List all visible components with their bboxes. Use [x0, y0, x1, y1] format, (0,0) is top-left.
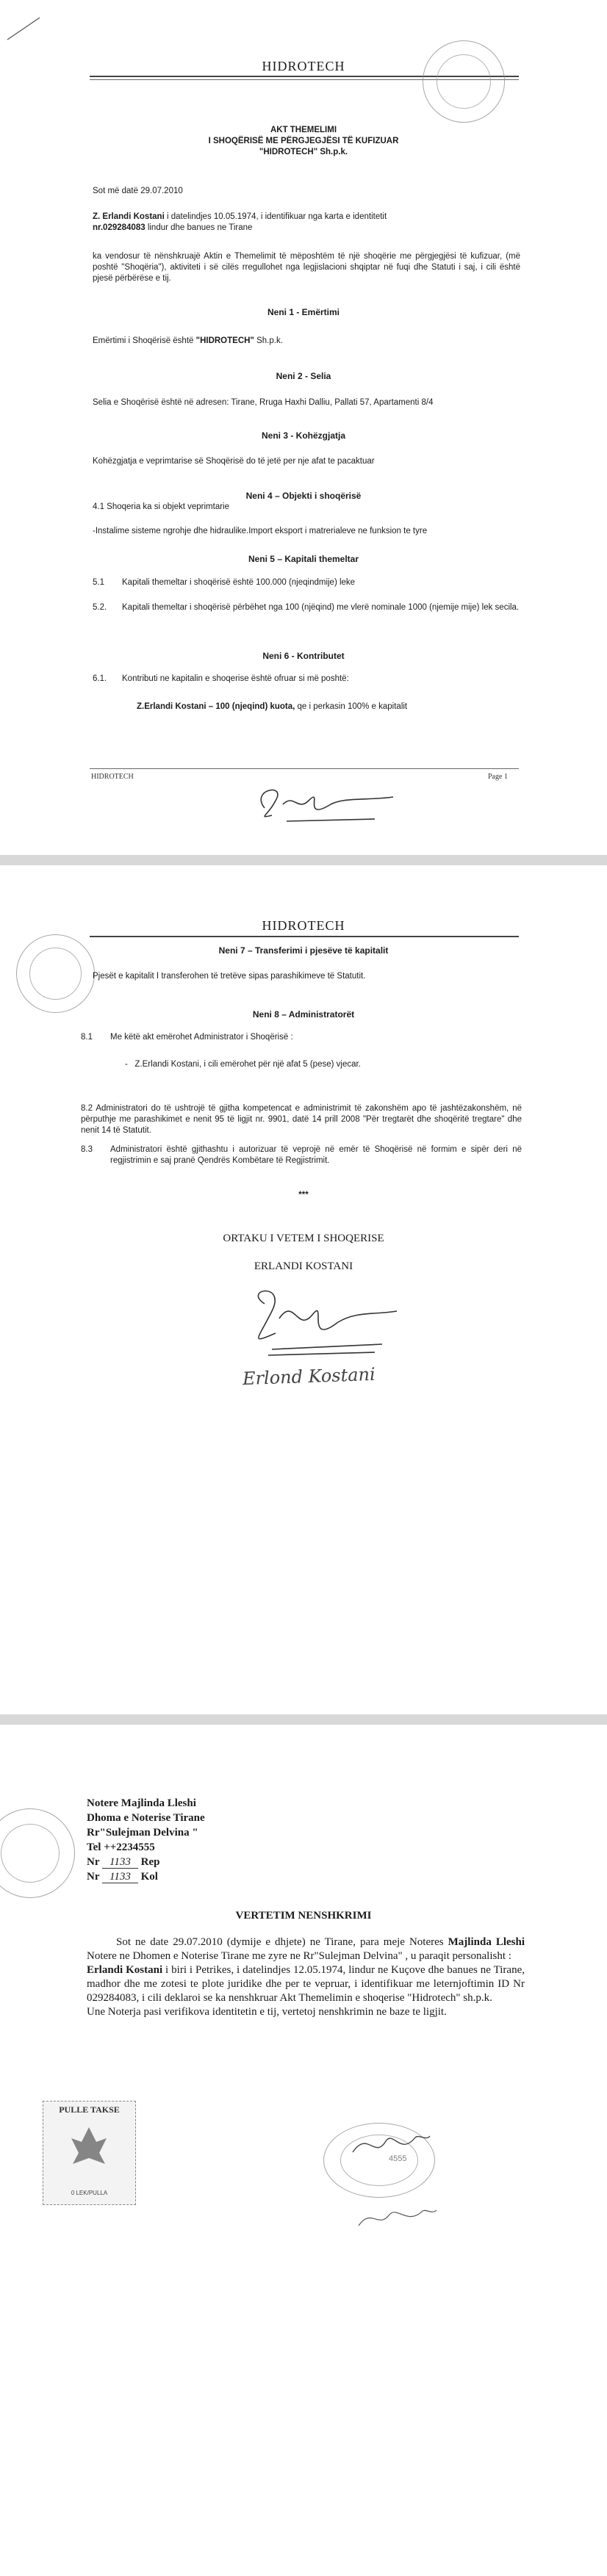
para-a: Sot ne date 29.07.2010 (dymije e dhjete) ne Tirane, para meje Noteres	[116, 1936, 448, 1948]
page1-footer-rule	[90, 768, 519, 769]
nr-rep-line	[87, 1855, 205, 1869]
handwritten-name: Erlond Kostani	[242, 1363, 376, 1390]
tax-stamp-bottom: 0 LEK/PULLA	[71, 2190, 108, 2196]
page-separator-2	[0, 1714, 607, 1725]
certification-paragraph	[87, 1935, 525, 2019]
neni6-contrib-b: qe i perkasin 100% e kapitalit	[295, 702, 408, 711]
intro-paragraph	[93, 212, 520, 234]
neni6-contrib	[137, 701, 534, 712]
bullet-dash: -	[125, 1060, 135, 1069]
notary-line1: Notere Majlinda Lleshi	[87, 1797, 196, 1809]
neni5-2	[93, 602, 520, 613]
neni2-text: Selia e Shoqërisë është në adresen: Tirane, Rruga Haxhi Dalliu, Pallati 57, Apartamenti 8/4	[93, 398, 434, 407]
neni6-contrib-a: Z.Erlandi Kostani – 100 (njeqind) kuota,	[137, 702, 295, 711]
intro-rest: i datelindjes 10.05.1974, i identifikuar nga karta e identitetit	[164, 212, 387, 221]
neni6-1-num: 6.1.	[93, 674, 107, 683]
intro-paragraph-2: ka vendosur të nënshkruajë Aktin e Themelimit të mëposhtëm të një shoqërie me përgjegjësi të kufizuar, (më poshtë "Shoqëria"), aktiviteti i së cilës rregullohet nga legjislacioni shqiptar në fuqi dhe Statuti i saj, i cili është pjesë përbërëse e tij.	[93, 252, 520, 283]
nr-rep-prefix: Nr	[87, 1856, 100, 1868]
neni5-1	[93, 577, 520, 588]
para-b: Majlinda Lleshi	[448, 1936, 525, 1948]
notary-stamp-left	[0, 1808, 75, 1898]
corner-mark	[6, 13, 43, 43]
neni5-1-text: Kapitali themeltar i shoqërisë është 100.000 (njeqindmije) leke	[122, 578, 356, 587]
nr-kol-prefix: Nr	[87, 1871, 100, 1883]
neni8-1-num: 8.1	[81, 1033, 93, 1042]
stars-separator: ***	[298, 1191, 309, 1199]
nr-kol-line	[87, 1869, 205, 1884]
neni8-1	[81, 1032, 522, 1043]
neni4-text2: -Instalime sisteme ngrohje dhe hidraulike.Import eksport i matrerialeve ne funksion te tyre	[93, 527, 428, 535]
neni3-title: Neni 3 - Kohëzgjatja	[261, 430, 346, 441]
neni6-1	[93, 674, 520, 685]
company-stamp-ring	[437, 54, 491, 109]
certification-title: VERTETIM NENSHKRIMI	[235, 1910, 372, 1922]
notary-signature	[345, 2123, 434, 2167]
page-3	[0, 1726, 607, 2576]
neni5-title: Neni 5 – Kapitali themeltar	[248, 554, 359, 564]
neni8-1-item-text: Z.Erlandi Kostani, i cili emërohet për një afat 5 (pese) vjecar.	[134, 1060, 361, 1069]
stamp-number: 4555	[389, 2154, 407, 2163]
neni1-title: Neni 1 - Emërtimi	[267, 307, 340, 317]
neni4-title: Neni 4 – Objekti i shoqërisë	[245, 491, 362, 501]
doc-title-line1: AKT THEMELIMI	[270, 126, 337, 134]
neni6-title: Neni 6 - Kontributet	[262, 651, 345, 661]
nr-kol-suffix: Kol	[140, 1871, 158, 1883]
notary-line2: Dhoma e Noterise Tirane	[87, 1812, 205, 1824]
intro-id-nr: nr.029284083	[93, 223, 146, 232]
neni7-text: Pjesët e kapitalit I transferohen të tretëve sipas parashikimeve të Statutit.	[93, 972, 366, 981]
neni1-text	[93, 336, 283, 347]
neni1-text-a: Emërtimi i Shoqërisë është	[93, 336, 196, 345]
para-d: Erlandi Kostani	[87, 1964, 163, 1976]
neni3-text: Kohëzgjatja e veprimtarise së Shoqërisë do të jetë per nje afat te pacaktuar	[93, 457, 375, 466]
neni8-1-text: Me këtë akt emërohet Administrator i Shoqërisë :	[110, 1033, 293, 1042]
partner-title: ORTAKU I VETEM I SHOQERISE	[223, 1233, 384, 1244]
neni5-1-num: 5.1	[93, 578, 104, 587]
neni5-2-num: 5.2.	[93, 603, 107, 612]
notary-block	[87, 1796, 205, 1884]
doc-title-line2: I SHOQËRISË ME PËRGJEGJËSI TË KUFIZUAR	[208, 137, 399, 145]
company-stamp	[423, 40, 505, 123]
doc-title-line3: "HIDROTECH" Sh.p.k.	[259, 148, 348, 156]
eagle-emblem-icon	[65, 2120, 113, 2179]
neni6-1-text: Kontributi ne kapitalin e shoqerise është ofruar si më poshtë:	[122, 674, 349, 683]
date-line: Sot më datë 29.07.2010	[93, 187, 183, 195]
para-f: Une Noterja pasi verifikova identitetin e tij, vertetoj nenshkrimin ne baze te ligjit.	[87, 2006, 447, 2018]
page-separator-1	[0, 855, 607, 865]
notary-line3: Rr"Sulejman Delvina "	[87, 1827, 198, 1839]
partner-name: ERLANDI KOSTANI	[254, 1260, 353, 1272]
page1-signature	[243, 779, 404, 830]
notary-stamp-left-ring	[1, 1824, 60, 1883]
nr-rep-suffix: Rep	[140, 1856, 160, 1868]
page-2	[0, 867, 607, 1711]
intro-name: Z. Erlandi Kostani	[93, 212, 165, 221]
page2-signature	[235, 1282, 404, 1363]
intro-id-rest: lindur dhe banues ne Tirane	[145, 223, 253, 232]
neni2-title: Neni 2 - Selia	[276, 371, 331, 381]
page1-header-title: HIDROTECH	[262, 59, 345, 73]
neni8-3	[81, 1144, 522, 1166]
neni8-1-item	[125, 1059, 522, 1070]
page2-header-rule	[90, 936, 519, 937]
neni5-2-text: Kapitali themeltar i shoqërisë përbëhet nga 100 (njëqind) me vlerë nominale 1000 (njemije mije) lek secila.	[122, 603, 520, 612]
neni4-text1: 4.1 Shoqeria ka si objekt veprimtarie	[93, 502, 230, 511]
neni1-text-c: Sh.p.k.	[254, 336, 283, 345]
nr-rep-value: 1133	[102, 1856, 138, 1869]
tax-stamp-label: PULLE TAKSE	[59, 2104, 120, 2115]
page-1	[0, 0, 607, 852]
notary-line4: Tel ++2234555	[87, 1841, 155, 1853]
neni1-text-b: "HIDROTECH"	[195, 336, 254, 345]
neni8-3-num: 8.3	[81, 1145, 93, 1154]
notary-signature-2	[353, 2200, 441, 2237]
neni8-title: Neni 8 – Administratorët	[252, 1009, 355, 1020]
page1-footer-left: HIDROTECH	[91, 773, 134, 781]
page1-footer-right: Page 1	[488, 773, 508, 781]
page2-header-title: HIDROTECH	[262, 918, 345, 933]
neni7-title: Neni 7 – Transferimi i pjesëve të kapitalit	[218, 945, 389, 956]
para-e: i biri i Petrikes, i datelindjes 12.05.1974, lindur ne Kuçove dhe banues ne Tirane, madhor dhe me zotesi te plote juridike dhe per te vepruar, i identifikuar me leternjoftimin ID Nr 029284083, i cili deklaroi se ka nenshkruar Akt Themelimin e shoqerise "Hidrotech" sh.p.k.	[87, 1964, 525, 2004]
tax-stamp	[43, 2101, 136, 2205]
para-c: Notere ne Dhomen e Noterise Tirane me zyre ne Rr"Sulejman Delvina" , u paraqit personalisht :	[87, 1950, 511, 1962]
nr-kol-value: 1133	[102, 1871, 138, 1883]
neni8-2-text: 8.2 Administratori do të ushtrojë të gjitha kompetencat e administrimit të zakonshëm apo të jashtëzakonshëm, në përputhje me parashikimet e nenit 95 të ligjit nr. 9901, datë 14 prill 2008 "Për tregtarët dhe shoqëritë tregtare" dhe nenit 14 të Statutit.	[81, 1104, 522, 1135]
neni8-3-text: Administratori është gjithashtu i autorizuar të veprojë në emër të Shoqërisë në formim e sipër deri në regjistrimin e saj pranë Qendrës Kombëtare të Regjistrimit.	[110, 1145, 522, 1165]
